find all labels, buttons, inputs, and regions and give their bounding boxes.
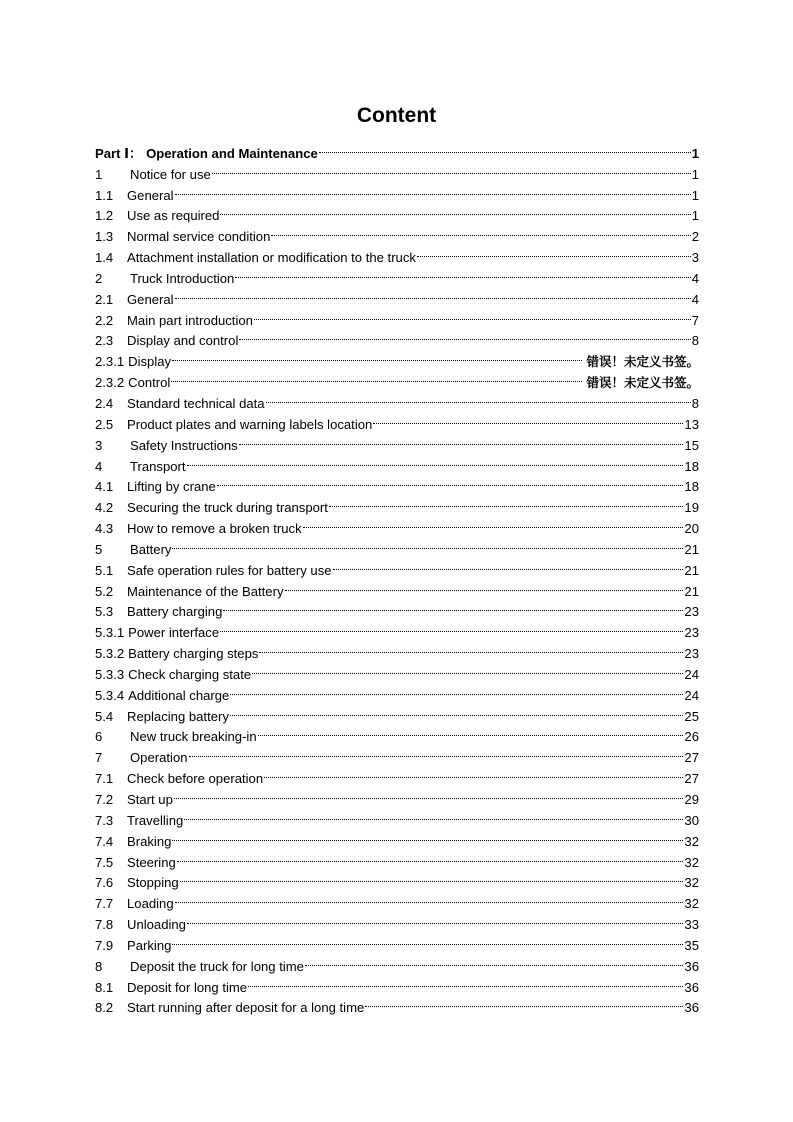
toc-dot-leader bbox=[172, 345, 582, 366]
toc-page-number: 32 bbox=[684, 875, 699, 891]
toc-dot-leader bbox=[235, 262, 690, 283]
toc-entry-number: 5 bbox=[95, 541, 103, 557]
toc-dot-leader bbox=[223, 596, 683, 617]
toc-page-number: 29 bbox=[684, 792, 699, 807]
toc-entry[interactable] bbox=[95, 804, 699, 828]
toc-entry-title: Use as required bbox=[127, 208, 220, 224]
toc-page-number: 27 bbox=[684, 750, 699, 766]
toc-entry-title: Deposit for long time bbox=[127, 979, 248, 995]
toc-page-number: 36 bbox=[684, 958, 699, 974]
toc-entry-title: Power interface bbox=[128, 625, 220, 641]
toc-page-number: 32 bbox=[684, 833, 699, 849]
toc-entry[interactable] bbox=[95, 345, 699, 370]
toc-entry-number: 1.2 bbox=[95, 208, 114, 224]
toc-dot-leader bbox=[172, 533, 683, 554]
toc-dot-leader bbox=[266, 387, 691, 408]
toc-page-number: 15 bbox=[684, 437, 699, 453]
toc-entry-title: Normal service condition bbox=[127, 229, 271, 245]
toc-entry-number: 4.2 bbox=[95, 500, 114, 516]
toc-dot-leader bbox=[254, 304, 691, 325]
toc-entry-number: 1.1 bbox=[95, 187, 114, 203]
toc-entry-number: 5.3.1 bbox=[95, 625, 125, 641]
toc-entry-title: Safety Instructions bbox=[130, 437, 238, 453]
toc-entry-number: 7.9 bbox=[95, 937, 114, 953]
toc-dot-leader bbox=[175, 887, 684, 908]
toc-entry[interactable] bbox=[95, 887, 699, 912]
toc-entry-number: 7.7 bbox=[95, 896, 114, 912]
toc-page-number: 23 bbox=[684, 625, 699, 641]
toc-entry[interactable] bbox=[95, 950, 699, 974]
toc-entry[interactable] bbox=[95, 867, 699, 891]
toc-entry-number: 5.3.4 bbox=[95, 687, 125, 703]
toc-dot-leader bbox=[303, 512, 684, 533]
toc-entry-title: Main part introduction bbox=[127, 312, 253, 328]
toc-page-number: 1 bbox=[691, 166, 699, 182]
toc-entry-number: 2.1 bbox=[95, 291, 114, 307]
toc-entry-title: Loading bbox=[127, 896, 174, 912]
toc-page-number: 7 bbox=[691, 312, 699, 328]
toc-dot-leader bbox=[248, 971, 683, 992]
toc-entry-title: Start up bbox=[127, 792, 173, 807]
toc-entry-title: Display and control bbox=[127, 333, 239, 349]
toc-page-number: 33 bbox=[684, 917, 699, 933]
toc-entry-title: Attachment installation or modification to the truck bbox=[127, 250, 416, 266]
toc-entry[interactable] bbox=[95, 783, 699, 807]
toc-entry-title: Control bbox=[128, 375, 171, 391]
toc-entry-number: 1.4 bbox=[95, 250, 114, 266]
toc-entry[interactable] bbox=[95, 908, 699, 933]
toc-entry-title: Lifting by crane bbox=[127, 479, 216, 495]
toc-entry-title: Travelling bbox=[127, 812, 184, 828]
toc-dot-leader bbox=[187, 908, 683, 929]
toc-dot-leader bbox=[239, 325, 690, 346]
toc-dot-leader bbox=[171, 366, 582, 387]
toc-entry-number: 2.5 bbox=[95, 416, 114, 432]
toc-page-number: 24 bbox=[684, 666, 699, 682]
toc-dot-leader bbox=[319, 137, 691, 158]
toc-dot-leader bbox=[373, 408, 683, 429]
toc-entry-number: 3 bbox=[95, 437, 103, 453]
toc-dot-leader bbox=[305, 950, 683, 971]
toc-entry[interactable] bbox=[95, 387, 699, 411]
toc-entry-number: 5.3 bbox=[95, 604, 114, 620]
table-of-contents bbox=[95, 137, 699, 1016]
toc-entry[interactable] bbox=[95, 450, 699, 474]
toc-entry[interactable] bbox=[95, 179, 699, 203]
toc-entry-number: 7.4 bbox=[95, 833, 114, 849]
toc-dot-leader bbox=[220, 200, 690, 221]
toc-page-number: 23 bbox=[684, 646, 699, 662]
toc-entry-title: Product plates and warning labels location bbox=[127, 416, 373, 432]
toc-entry-number: 2.3.1 bbox=[95, 354, 125, 370]
toc-dot-leader bbox=[175, 283, 691, 304]
toc-dot-leader bbox=[329, 491, 684, 512]
toc-entry-title: Maintenance of the Battery bbox=[127, 583, 284, 599]
toc-dot-leader bbox=[172, 929, 683, 950]
toc-entry-title: How to remove a broken truck bbox=[127, 521, 302, 537]
toc-page-number: 3 bbox=[691, 250, 699, 266]
toc-entry[interactable] bbox=[95, 846, 699, 870]
toc-entry-title: Stopping bbox=[127, 875, 179, 891]
toc-page-number: 21 bbox=[684, 562, 699, 578]
toc-entry-number: 8 bbox=[95, 958, 103, 974]
toc-entry-number: 4 bbox=[95, 458, 103, 474]
toc-entry[interactable] bbox=[95, 554, 699, 578]
toc-page-number: 32 bbox=[684, 896, 699, 912]
toc-dot-leader bbox=[174, 783, 684, 804]
toc-entry-number: 5.4 bbox=[95, 708, 114, 724]
toc-entry[interactable] bbox=[95, 304, 699, 328]
toc-entry-title: Truck Introduction bbox=[130, 270, 235, 286]
toc-entry-number: 8.2 bbox=[95, 1000, 114, 1016]
toc-dot-leader bbox=[333, 554, 684, 575]
toc-entry-title: New truck breaking-in bbox=[130, 729, 257, 745]
toc-dot-leader bbox=[271, 220, 690, 241]
toc-page-number: 30 bbox=[684, 812, 699, 828]
toc-entry-number: 2.3.2 bbox=[95, 375, 125, 391]
toc-page-number: 4 bbox=[691, 270, 699, 286]
toc-entry-number: 5.3.2 bbox=[95, 646, 125, 662]
toc-entry-number: 7.2 bbox=[95, 792, 114, 807]
toc-entry-title: Additional charge bbox=[128, 687, 230, 703]
toc-bookmark-error: 错误！未定义书签。 bbox=[586, 375, 699, 391]
toc-page-number: 8 bbox=[691, 395, 699, 411]
toc-entry-title: Transport bbox=[130, 458, 186, 474]
toc-entry-title: General bbox=[127, 187, 174, 203]
toc-entry-title: Replacing battery bbox=[127, 708, 229, 724]
toc-entry-title: Standard technical data bbox=[127, 395, 265, 411]
toc-entry-number: 2.2 bbox=[95, 312, 114, 328]
toc-dot-leader bbox=[189, 741, 684, 762]
toc-page-number: 13 bbox=[684, 416, 699, 432]
toc-entry-number: 7.3 bbox=[95, 812, 114, 828]
toc-entry-number: 1 bbox=[95, 166, 103, 182]
toc-entry-title: Battery charging steps bbox=[128, 646, 259, 662]
toc-entry-title: Battery bbox=[130, 541, 172, 557]
toc-page-number: 1 bbox=[691, 187, 699, 203]
toc-page-number: 27 bbox=[684, 771, 699, 787]
toc-entry[interactable] bbox=[95, 533, 699, 557]
page-title: Content bbox=[356, 104, 437, 127]
toc-entry[interactable] bbox=[95, 825, 699, 849]
toc-page-number: 1 bbox=[691, 145, 699, 161]
toc-dot-leader bbox=[285, 575, 684, 596]
toc-entry-title: Steering bbox=[127, 854, 176, 870]
toc-entry-title: Braking bbox=[127, 833, 172, 849]
toc-entry-title: Start running after deposit for a long time bbox=[127, 1000, 365, 1016]
toc-entry-number: 7.8 bbox=[95, 917, 114, 933]
toc-page-number: 23 bbox=[684, 604, 699, 620]
toc-entry[interactable] bbox=[95, 200, 699, 224]
toc-page-number: 8 bbox=[691, 333, 699, 349]
toc-entry-title: Display bbox=[128, 354, 172, 370]
toc-page-number: 4 bbox=[691, 291, 699, 307]
toc-dot-leader bbox=[239, 429, 684, 450]
toc-entry-title: Check charging state bbox=[128, 666, 252, 682]
toc-page-number: 32 bbox=[684, 854, 699, 870]
toc-entry-number: 4.3 bbox=[95, 521, 114, 537]
toc-page-number: 36 bbox=[684, 1000, 699, 1016]
toc-page-number: 24 bbox=[684, 687, 699, 703]
toc-entry[interactable] bbox=[95, 929, 699, 953]
toc-entry-number: 7.6 bbox=[95, 875, 114, 891]
toc-page-number: 20 bbox=[684, 521, 699, 537]
toc-page-number: 36 bbox=[684, 979, 699, 995]
toc-dot-leader bbox=[187, 450, 684, 471]
toc-entry-number: Part Ⅰ： bbox=[95, 145, 143, 161]
toc-dot-leader bbox=[365, 992, 683, 1013]
toc-entry-title: Deposit the truck for long time bbox=[130, 958, 304, 974]
toc-entry-title: Operation and Maintenance bbox=[146, 145, 318, 161]
toc-bookmark-error: 错误！未定义书签。 bbox=[586, 354, 699, 370]
toc-entry-number: 2.3 bbox=[95, 333, 114, 349]
toc-entry-number: 8.1 bbox=[95, 979, 114, 995]
toc-page-number: 2 bbox=[691, 229, 699, 245]
toc-dot-leader bbox=[220, 616, 683, 637]
toc-entry-number: 7 bbox=[95, 750, 103, 766]
toc-entry-number: 5.3.3 bbox=[95, 666, 125, 682]
toc-dot-leader bbox=[175, 179, 691, 200]
toc-entry-title: Operation bbox=[130, 750, 188, 766]
toc-dot-leader bbox=[417, 241, 691, 262]
toc-page-number: 19 bbox=[684, 500, 699, 516]
toc-entry-title: Safe operation rules for battery use bbox=[127, 562, 332, 578]
toc-page-number: 18 bbox=[684, 479, 699, 495]
toc-dot-leader bbox=[217, 471, 684, 492]
toc-entry-number: 7.5 bbox=[95, 854, 114, 870]
toc-dot-leader bbox=[252, 658, 683, 679]
toc-page-number: 35 bbox=[684, 937, 699, 953]
toc-entry[interactable] bbox=[95, 283, 699, 307]
toc-page-number: 25 bbox=[684, 708, 699, 724]
toc-entry-title: General bbox=[127, 291, 174, 307]
toc-entry-number: 5.2 bbox=[95, 583, 114, 599]
toc-entry-number: 6 bbox=[95, 729, 103, 745]
toc-dot-leader bbox=[212, 158, 691, 179]
toc-entry-title: Battery charging bbox=[127, 604, 223, 620]
toc-dot-leader bbox=[172, 825, 683, 846]
toc-entry-number: 2.4 bbox=[95, 395, 114, 411]
toc-page-number: 21 bbox=[684, 541, 699, 557]
toc-page-number: 1 bbox=[691, 208, 699, 224]
toc-entry-number: 1.3 bbox=[95, 229, 114, 245]
toc-page-number: 18 bbox=[684, 458, 699, 474]
toc-entry-number: 4.1 bbox=[95, 479, 114, 495]
toc-dot-leader bbox=[230, 679, 683, 700]
toc-page-number: 26 bbox=[684, 729, 699, 745]
toc-dot-leader bbox=[230, 700, 684, 721]
toc-dot-leader bbox=[264, 762, 683, 783]
toc-entry[interactable] bbox=[95, 137, 699, 161]
toc-entry-number: 7.1 bbox=[95, 771, 114, 787]
toc-entry-title: Parking bbox=[127, 937, 172, 953]
toc-dot-leader bbox=[177, 846, 684, 867]
toc-entry-number: 2 bbox=[95, 270, 103, 286]
toc-entry-title: Securing the truck during transport bbox=[127, 500, 328, 516]
toc-entry-title: Unloading bbox=[127, 917, 186, 933]
toc-dot-leader bbox=[259, 637, 683, 658]
toc-dot-leader bbox=[258, 721, 684, 742]
toc-page-number: 21 bbox=[684, 583, 699, 599]
toc-dot-leader bbox=[180, 867, 684, 888]
toc-dot-leader bbox=[184, 804, 683, 825]
toc-entry-title: Notice for use bbox=[130, 166, 211, 182]
toc-entry-number: 5.1 bbox=[95, 562, 114, 578]
toc-entry-title: Check before operation bbox=[127, 771, 264, 787]
